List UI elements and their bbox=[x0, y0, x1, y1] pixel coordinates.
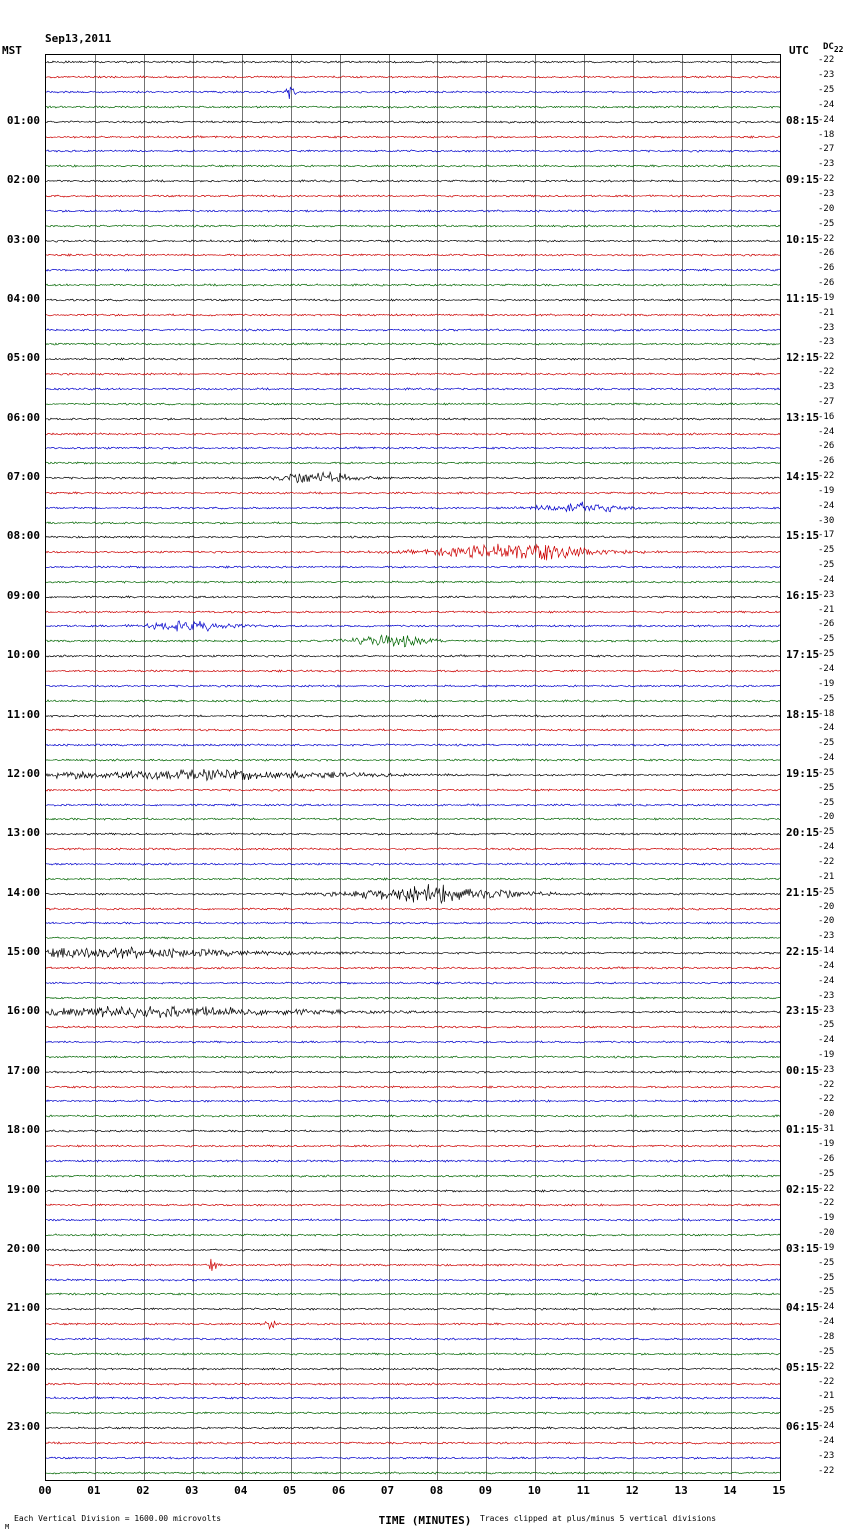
dc-value: -14 bbox=[818, 946, 835, 957]
x-tick-label: 14 bbox=[723, 1484, 737, 1497]
dc-value: -22 bbox=[818, 352, 835, 363]
mst-hour-label: 18:00 bbox=[6, 1123, 40, 1137]
dc-value: -24 bbox=[818, 1035, 835, 1046]
mst-hour-label: 23:00 bbox=[6, 1420, 40, 1434]
utc-hour-label: 13:15 bbox=[786, 410, 820, 424]
dc-value: -22 bbox=[818, 1198, 835, 1209]
utc-hour-label: 12:15 bbox=[786, 351, 820, 365]
dc-value: -25 bbox=[818, 85, 835, 96]
mst-hour-label: 17:00 bbox=[6, 1063, 40, 1077]
utc-hour-label: 20:15 bbox=[786, 826, 820, 840]
dc-value: -19 bbox=[818, 1139, 835, 1150]
utc-hour-label: 22:15 bbox=[786, 945, 820, 959]
dc-value: -22 bbox=[818, 1376, 835, 1387]
dc-value: -25 bbox=[818, 767, 835, 778]
dc-value: -25 bbox=[818, 886, 835, 897]
utc-hour-label: 04:15 bbox=[786, 1301, 820, 1315]
dc-value: -25 bbox=[818, 634, 835, 645]
dc-value: -30 bbox=[818, 515, 835, 526]
dc-value: -24 bbox=[818, 1435, 835, 1446]
dc-value: -26 bbox=[818, 248, 835, 259]
dc-value: -22 bbox=[818, 1094, 835, 1105]
dc-text: DC bbox=[823, 42, 834, 52]
utc-axis-label: UTC bbox=[789, 44, 809, 57]
dc-value: -20 bbox=[818, 916, 835, 927]
utc-hour-label: 15:15 bbox=[786, 529, 820, 543]
utc-hour-label: 21:15 bbox=[786, 885, 820, 899]
x-tick-label: 08 bbox=[429, 1484, 444, 1497]
dc-value: -25 bbox=[818, 738, 835, 749]
dc-value: -23 bbox=[818, 322, 835, 333]
x-tick-label: 02 bbox=[136, 1484, 150, 1497]
utc-hour-label: 19:15 bbox=[786, 766, 820, 780]
dc-value: -23 bbox=[818, 1450, 835, 1461]
x-axis-title: TIME (MINUTES) bbox=[378, 1514, 472, 1527]
x-tick-label: 06 bbox=[331, 1484, 346, 1497]
dc-value: -24 bbox=[818, 664, 835, 675]
dc-sub: 22 bbox=[833, 44, 844, 54]
dc-value: -23 bbox=[818, 381, 835, 392]
x-tick-label: 09 bbox=[478, 1484, 493, 1497]
dc-value: -24 bbox=[818, 99, 835, 110]
mst-hour-label: 06:00 bbox=[6, 410, 40, 424]
dc-value: -23 bbox=[818, 159, 835, 170]
dc-value: -20 bbox=[818, 1109, 835, 1120]
dc-value: -25 bbox=[818, 560, 835, 571]
utc-hour-label: 16:15 bbox=[786, 588, 820, 602]
dc-value: -25 bbox=[818, 782, 835, 793]
x-tick-label: 01 bbox=[87, 1484, 101, 1497]
header-date: Sep13,2011 bbox=[45, 32, 112, 45]
dc-value: -24 bbox=[818, 975, 835, 986]
dc-value: -22 bbox=[818, 856, 835, 867]
mst-hour-label: 15:00 bbox=[6, 945, 40, 959]
dc-value: -26 bbox=[818, 456, 835, 467]
dc-value: -23 bbox=[818, 189, 835, 200]
dc-value: -19 bbox=[818, 292, 835, 303]
dc-value: -19 bbox=[818, 485, 835, 496]
mst-hour-label: 19:00 bbox=[6, 1182, 40, 1196]
x-axis-ticks bbox=[38, 1484, 786, 1498]
dc-axis-label bbox=[823, 42, 843, 54]
x-tick-label: 00 bbox=[38, 1484, 52, 1497]
dc-value: -20 bbox=[818, 203, 835, 214]
dc-value: -25 bbox=[818, 1257, 835, 1268]
dc-value: -31 bbox=[818, 1124, 835, 1135]
footer-scale-note: Each Vertical Division = 1600.00 microvolts bbox=[14, 1514, 222, 1523]
utc-hour-label: 14:15 bbox=[786, 470, 820, 484]
dc-value: -24 bbox=[818, 753, 835, 764]
dc-value: -19 bbox=[818, 1213, 835, 1224]
dc-value: -19 bbox=[818, 678, 835, 689]
utc-hour-label: 17:15 bbox=[786, 648, 820, 662]
mst-hour-label: 02:00 bbox=[6, 173, 40, 187]
dc-value: -21 bbox=[818, 1391, 835, 1402]
dc-value: -21 bbox=[818, 604, 835, 615]
dc-value: -18 bbox=[818, 708, 835, 719]
mst-hour-label: 08:00 bbox=[6, 529, 40, 543]
dc-value: -22 bbox=[818, 1465, 835, 1476]
footer-clip-note: Traces clipped at plus/minus 5 vertical divisions bbox=[480, 1514, 717, 1523]
mst-hour-label: 12:00 bbox=[6, 766, 40, 780]
dc-value: -25 bbox=[818, 218, 835, 229]
mst-hour-label: 20:00 bbox=[6, 1241, 40, 1255]
dc-value: -22 bbox=[818, 471, 835, 482]
dc-value: -18 bbox=[818, 129, 835, 140]
dc-value: -25 bbox=[818, 797, 835, 808]
dc-value: -22 bbox=[818, 367, 835, 378]
dc-value: -23 bbox=[818, 589, 835, 600]
dc-value: -26 bbox=[818, 1153, 835, 1164]
utc-hour-label: 02:15 bbox=[786, 1182, 820, 1196]
mst-hour-label: 03:00 bbox=[6, 232, 40, 246]
dc-value: -25 bbox=[818, 1406, 835, 1417]
x-tick-label: 07 bbox=[380, 1484, 395, 1497]
dc-value: -20 bbox=[818, 812, 835, 823]
dc-value: -17 bbox=[818, 530, 835, 541]
dc-value: -24 bbox=[818, 500, 835, 511]
mst-hour-label: 22:00 bbox=[6, 1360, 40, 1374]
mst-hour-label: 10:00 bbox=[6, 648, 40, 662]
x-tick-label: 10 bbox=[527, 1484, 541, 1497]
dc-value: -23 bbox=[818, 337, 835, 348]
mst-axis-label: MST bbox=[2, 44, 22, 57]
dc-value: -24 bbox=[818, 1421, 835, 1432]
dc-value: -24 bbox=[818, 842, 835, 853]
utc-hour-label: 23:15 bbox=[786, 1004, 820, 1018]
dc-value: -20 bbox=[818, 1228, 835, 1239]
dc-value: -21 bbox=[818, 307, 835, 318]
trace-plot-area bbox=[45, 54, 781, 1481]
dc-value: -25 bbox=[818, 649, 835, 660]
utc-hour-label: 01:15 bbox=[786, 1123, 820, 1137]
dc-value: -25 bbox=[818, 1287, 835, 1298]
dc-value: -26 bbox=[818, 263, 835, 274]
dc-value: -25 bbox=[818, 827, 835, 838]
dc-value: -22 bbox=[818, 1183, 835, 1194]
mst-hour-label: 13:00 bbox=[6, 826, 40, 840]
mst-hour-label: 21:00 bbox=[6, 1301, 40, 1315]
dc-value: -23 bbox=[818, 70, 835, 81]
mst-hour-label: 09:00 bbox=[6, 588, 40, 602]
dc-value: -25 bbox=[818, 1346, 835, 1357]
dc-value: -24 bbox=[818, 1317, 835, 1328]
corner-marker: M bbox=[5, 1523, 10, 1531]
dc-value: -25 bbox=[818, 1168, 835, 1179]
dc-value: -26 bbox=[818, 278, 835, 289]
utc-hour-label: 00:15 bbox=[786, 1063, 820, 1077]
utc-hour-label: 10:15 bbox=[786, 232, 820, 246]
mst-hour-label: 14:00 bbox=[6, 885, 40, 899]
mst-hour-label: 07:00 bbox=[6, 470, 40, 484]
dc-value: -24 bbox=[818, 723, 835, 734]
dc-value: -25 bbox=[818, 545, 835, 556]
utc-hour-label: 09:15 bbox=[786, 173, 820, 187]
utc-hour-label: 18:15 bbox=[786, 707, 820, 721]
dc-value: -24 bbox=[818, 1302, 835, 1313]
dc-value: -27 bbox=[818, 396, 835, 407]
dc-value: -28 bbox=[818, 1331, 835, 1342]
trace-line bbox=[46, 1460, 780, 1486]
dc-value: -22 bbox=[818, 1361, 835, 1372]
dc-value: -24 bbox=[818, 574, 835, 585]
dc-value: -24 bbox=[818, 114, 835, 125]
x-tick-label: 05 bbox=[283, 1484, 297, 1497]
dc-value: -22 bbox=[818, 55, 835, 66]
utc-hour-label: 03:15 bbox=[786, 1241, 820, 1255]
dc-value: -25 bbox=[818, 693, 835, 704]
dc-value: -16 bbox=[818, 411, 835, 422]
mst-hour-label: 11:00 bbox=[6, 707, 40, 721]
x-tick-label: 03 bbox=[185, 1484, 199, 1497]
utc-hour-label: 11:15 bbox=[786, 291, 820, 305]
x-tick-label: 15 bbox=[772, 1484, 786, 1497]
x-tick-label: 13 bbox=[674, 1484, 688, 1497]
dc-value: -20 bbox=[818, 901, 835, 912]
mst-hour-label: 05:00 bbox=[6, 351, 40, 365]
mst-hour-label: 04:00 bbox=[6, 291, 40, 305]
dc-value: -22 bbox=[818, 233, 835, 244]
utc-hour-label: 05:15 bbox=[786, 1360, 820, 1374]
dc-value: -25 bbox=[818, 1272, 835, 1283]
dc-value: -19 bbox=[818, 1049, 835, 1060]
mst-hour-label: 16:00 bbox=[6, 1004, 40, 1018]
mst-hour-label: 01:00 bbox=[6, 113, 40, 127]
dc-value: -23 bbox=[818, 1064, 835, 1075]
x-tick-label: 11 bbox=[576, 1484, 590, 1497]
dc-value: -23 bbox=[818, 931, 835, 942]
dc-value: -23 bbox=[818, 1005, 835, 1016]
x-tick-label: 12 bbox=[625, 1484, 639, 1497]
dc-value: -22 bbox=[818, 1079, 835, 1090]
dc-value: -27 bbox=[818, 144, 835, 155]
x-tick-label: 04 bbox=[234, 1484, 248, 1497]
dc-value: -19 bbox=[818, 1242, 835, 1253]
dc-value: -24 bbox=[818, 960, 835, 971]
dc-value: -26 bbox=[818, 441, 835, 452]
dc-value: -26 bbox=[818, 619, 835, 630]
utc-hour-label: 08:15 bbox=[786, 113, 820, 127]
dc-value: -25 bbox=[818, 1020, 835, 1031]
dc-value: -21 bbox=[818, 871, 835, 882]
dc-value: -22 bbox=[818, 174, 835, 185]
utc-hour-label: 06:15 bbox=[786, 1420, 820, 1434]
dc-value: -24 bbox=[818, 426, 835, 437]
dc-value: -23 bbox=[818, 990, 835, 1001]
